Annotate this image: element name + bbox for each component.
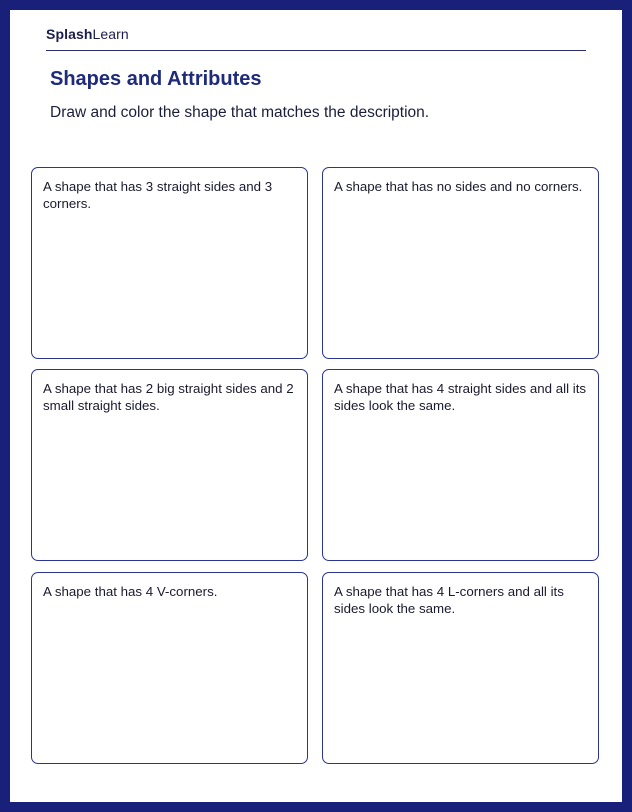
header-divider xyxy=(46,50,586,51)
answer-box-5[interactable] xyxy=(31,572,308,764)
answer-box-1[interactable] xyxy=(31,167,308,359)
logo-text-splash: Splash xyxy=(46,26,93,42)
prompt-text-1: A shape that has 3 straight sides and 3 corners. xyxy=(43,179,273,211)
prompt-text-2: A shape that has no sides and no corners. xyxy=(334,179,583,194)
splashlearn-logo xyxy=(46,26,129,42)
worksheet-instructions: Draw and color the shape that matches the description. xyxy=(50,104,430,121)
worksheet-page xyxy=(10,10,622,802)
worksheet-title: Shapes and Attributes xyxy=(50,68,262,90)
prompt-text-3: A shape that has 2 big straight sides and 2 small straight sides. xyxy=(43,381,294,413)
answer-box-4[interactable] xyxy=(322,369,599,561)
answer-box-6[interactable] xyxy=(322,572,599,764)
prompt-text-5: A shape that has 4 V-corners. xyxy=(43,584,218,599)
answer-box-3[interactable] xyxy=(31,369,308,561)
answer-box-2[interactable] xyxy=(322,167,599,359)
prompt-text-4: A shape that has 4 straight sides and all its sides look the same. xyxy=(334,381,587,413)
logo-text-learn: Learn xyxy=(92,26,129,42)
prompt-text-6: A shape that has 4 L-corners and all its sides look the same. xyxy=(334,584,564,616)
